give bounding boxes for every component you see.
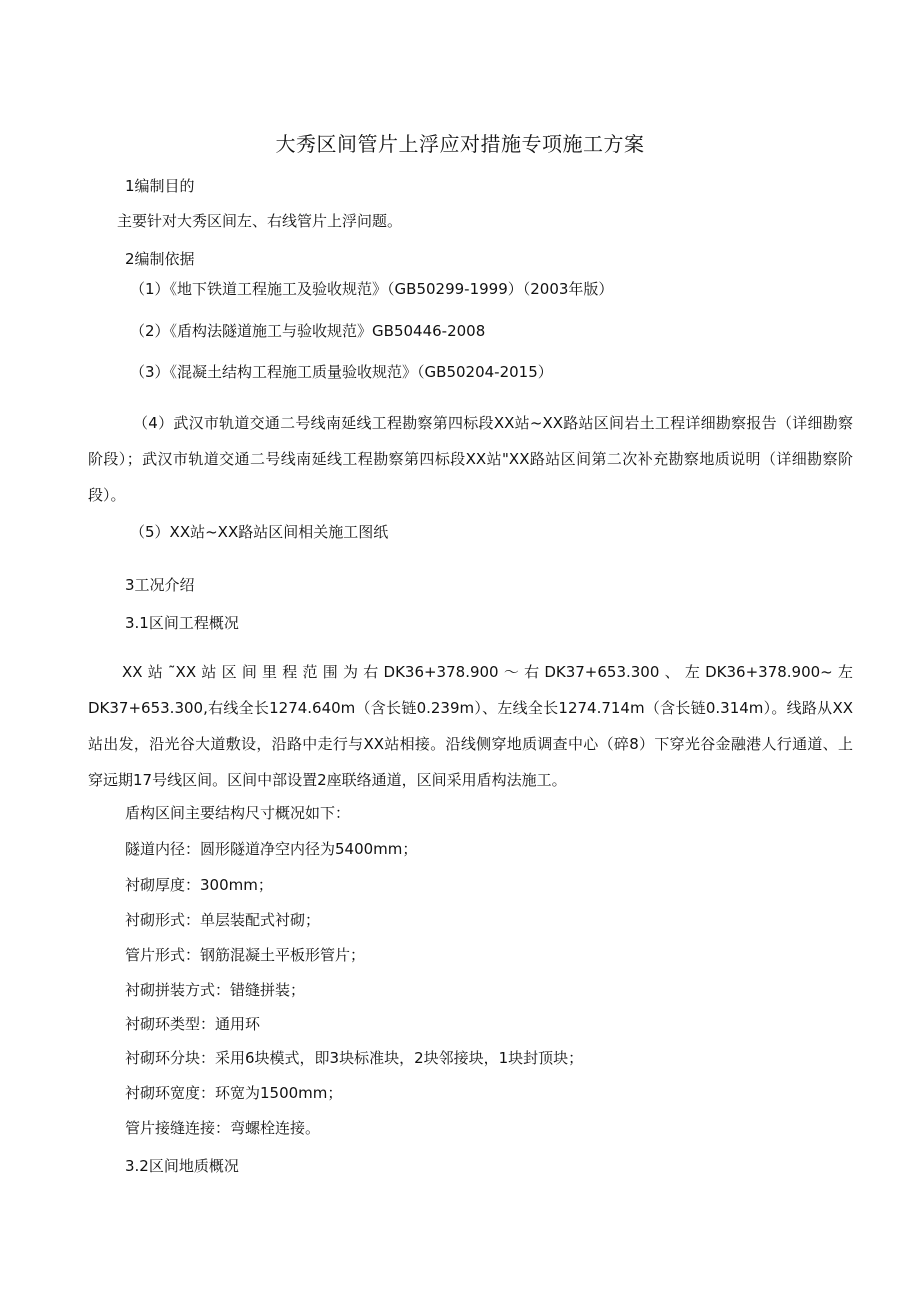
document-title: 大秀区间管片上浮应对措施专项施工方案 — [275, 132, 645, 156]
basis-item-3: （3）《混凝土结构工程施工质量验收规范》（GB50204-2015） — [130, 363, 553, 381]
structure-ring-type: 衬砌环类型：通用环 — [125, 1015, 261, 1033]
section-1-heading: 1编制目的 — [125, 177, 195, 195]
basis-item-2: （2）《盾构法隧道施工与验收规范》GB50446-2008 — [130, 322, 486, 340]
structure-assembly: 衬砌拼装方式：错缝拼装； — [125, 981, 306, 999]
structure-ring-blocks: 衬砌环分块：采用6块模式，即3块标准块，2块邻接块，1块封顶块； — [125, 1049, 584, 1067]
structure-segment-form: 管片形式：钢筋混凝土平板形管片； — [125, 946, 366, 964]
section-3-1-paragraph: XX站˜XX站区间里程范围为右DK36+378.900～右DK37+653.300、左DK36+378.900~左DK37+653.300,右线全长1274.640m（含长链0.239m）、左线全长1274.714m（含长链0.314m）。线路从XX站出发，沿光谷大道敷设，沿路中走行与XX站相接。沿线侧穿地质调查中心（碎8）下穿光谷金融港人行通道、上穿远期17号线区间。区间中部设置2座联络通道，区间采用盾构法施工。 — [88, 663, 853, 789]
structure-lining-form: 衬砌形式：单层装配式衬砌； — [125, 911, 321, 929]
structure-joint: 管片接缝连接：弯螺栓连接。 — [125, 1119, 321, 1137]
structure-inner-diameter: 隧道内径：圆形隧道净空内径为5400mm； — [125, 840, 418, 858]
section-2-heading: 2编制依据 — [125, 250, 195, 268]
structure-intro: 盾构区间主要结构尺寸概况如下： — [125, 804, 351, 822]
section-3-heading: 3工况介绍 — [125, 576, 195, 594]
section-1-text: 主要针对大秀区间左、右线管片上浮问题。 — [117, 212, 403, 230]
structure-thickness: 衬砌厚度：300mm； — [125, 876, 273, 894]
section-3-2-heading: 3.2区间地质概况 — [125, 1157, 239, 1175]
section-3-1-heading: 3.1区间工程概况 — [125, 614, 239, 632]
structure-ring-width: 衬砌环宽度：环宽为1500mm； — [125, 1084, 343, 1102]
basis-item-5: （5）XX站~XX路站区间相关施工图纸 — [130, 523, 389, 541]
basis-item-1: （1）《地下铁道工程施工及验收规范》（GB50299-1999）（2003年版） — [130, 280, 614, 298]
basis-item-4: （4）武汉市轨道交通二号线南延线工程勘察第四标段XX站~XX路站区间岩土工程详细勘察报告（详细勘察阶段）；武汉市轨道交通二号线南延线工程勘察第四标段XX站"XX路站区间第二次补充勘察地质说明（详细勘察阶段）。 — [88, 414, 853, 504]
